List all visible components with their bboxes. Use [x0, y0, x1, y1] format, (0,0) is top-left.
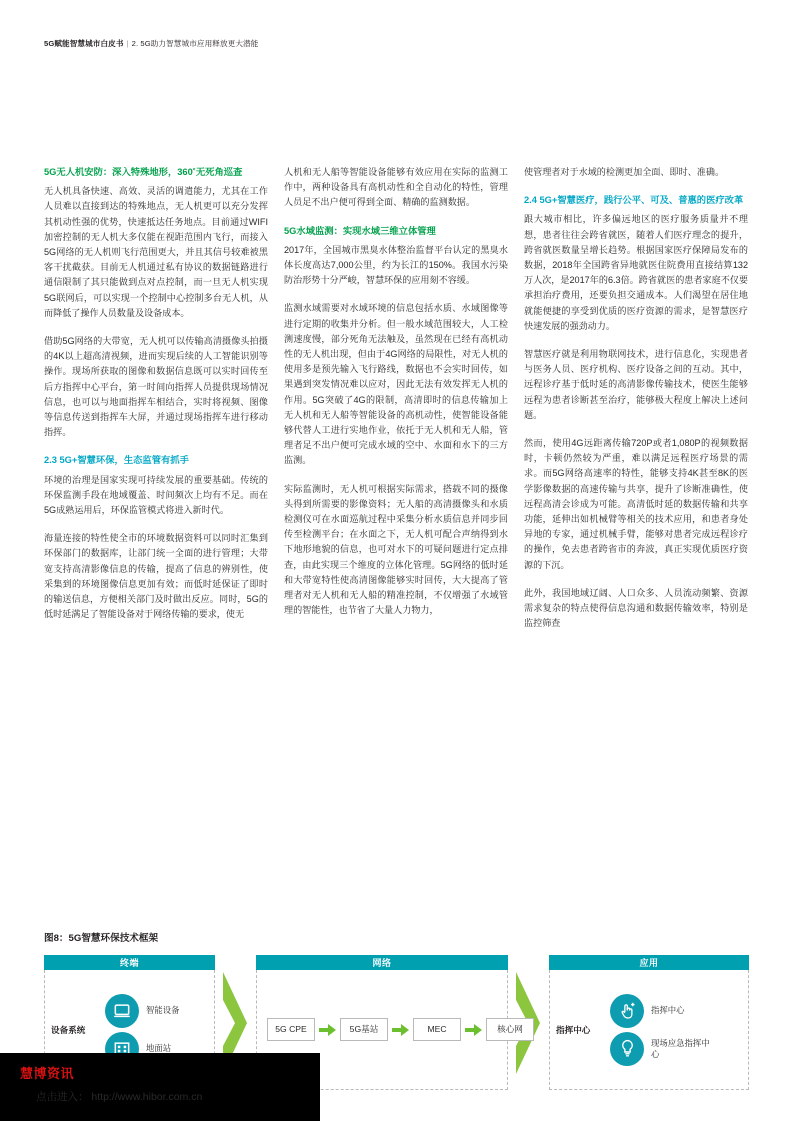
paragraph-c2-p3: 监测水域需要对水域环境的信息包括水质、水域图像等进行定期的收集并分析。但一般水域范围较大，人工检测速度慢，部分死角无法触及，虽然现在已经有高机动性的无人机出现，但由于4G网络的局限性，对无人机的使用多是预先输入飞行路线，数据也不会实时回传，如果遇到突发情况难以应对，因此无法有效发挥无人机的作用。5G突破了4G的限制，高清即时的信息传输加上无人机和无人船等智能设备的高机动性，使智能设备能够代替人工进行实地作业，依托于无人机和无人船，管理者足不出户便可完成水域的空中、水面和水下的三方监测。 — [284, 303, 508, 466]
figure-title: 图8：5G智慧环保技术框架 — [44, 933, 159, 944]
paragraph-c2-p4: 实际监测时，无人机可根据实际需求，搭载不同的摄像头得到所需要的影像资料；无人船的高清摄像头和水质检测仪可在水面巡航过程中采集分析水质信息并同步回传至检测平台；在水面之下，无人机可配合声纳得到水下地形地貌的信息，也可对水下的可疑问题进行定点排查，由此实现三个维度的立体化管理。5G网络的低时延和大带宽特性使高清图像能够实时回传，大大提高了管理者对无人机和无人船的精准控制，不仅增强了水域管理的智能性，也节省了大量人力物力， — [284, 483, 508, 616]
article-columns — [44, 165, 750, 895]
column-3 — [524, 165, 748, 895]
paragraph-c3-p3: 智慧医疗就是利用物联网技术，进行信息化，实现患者与医务人员、医疗机构、医疗设备之间的互动。其中，远程诊疗基于低时延的高清影像传输技术，使医生能够远程为患者诊断甚至治疗，能够极大程度上解决上述问题。 — [524, 349, 748, 420]
arrow-right-icon — [319, 1024, 336, 1036]
network-node: 核心网 — [486, 1018, 534, 1041]
terminal-item-label: 地面站 — [146, 1043, 172, 1053]
watermark-url[interactable]: 点击进入： http://www.hibor.com.cn — [36, 1091, 203, 1103]
terminal-side-label: 设备系统 — [51, 1024, 86, 1035]
laptop-icon — [105, 994, 139, 1028]
application-item-label: 指挥中心 — [651, 1005, 685, 1015]
paragraph-c1-p3: 环境的治理是国家实现可持续发展的重要基础。传统的环保监测手段在地域覆盖、时间频次上均有不足。而在5G成熟运用后，环保监管模式将进入新时代。 — [44, 474, 268, 516]
application-icon-list — [610, 989, 713, 1071]
heading-section-2-4: 2.4 5G+智慧医疗，践行公平、可及、普惠的医疗改革 — [524, 195, 744, 206]
paragraph-c2-p1: 人机和无人船等智能设备能够有效应用在实际的监测工作中，两种设备具有高机动性和全自动化的特性，管理人员足不出户便可得到全面、精确的监测数据。 — [284, 167, 508, 208]
column-2 — [284, 165, 508, 895]
paragraph-c1-p4: 海量连接的特性使全市的环境数据资料可以同时汇集到环保部门的数据库，让部门统一全面的进行管理；大带宽支持高清影像信息的传输，提高了信息的辨别性，使采集到的环境图像信息更加有效；而低时延保证了即时的输送信息，方便相关部门及时做出反应。同时，5G的低时延满足了智能设备对于网络传输的要求，使无 — [44, 533, 268, 620]
network-node: MEC — [413, 1018, 461, 1041]
network-chain — [257, 1018, 534, 1041]
paragraph-c3-p1: 使管理者对于水域的检测更加全面、即时、准确。 — [524, 167, 725, 177]
heading-drone-security: 5G无人机安防：深入特殊地形，360˚无死角巡查 — [44, 167, 243, 177]
heading-water-monitoring: 5G水域监测：实现水域三维立体管理 — [284, 225, 436, 236]
list-item — [610, 994, 713, 1028]
header-doc-title: 5G赋能智慧城市白皮书 — [44, 39, 124, 48]
panel-bar-application: 应用 — [549, 955, 749, 970]
paragraph-c1-p1: 无人机具备快速、高效、灵活的调遣能力，尤其在工作人员难以直接到达的特殊地点，无人机更可以充分发挥其机动性强的优势，快速抵达任务地点。目前通过WIFI加密控制的无人机大多仅能在视距范围内飞行，而接入5G网络的无人机则飞行范围更大，并且其信号较难被黑客干扰截获。目前无人机通过私有协议的数据链路进行通信限制了其只能做到点对点控制，而一旦无人机实现5G联网后，可以实现一个控制中心控制多台无人机，从而降低了操作人员数量及设备成本。 — [44, 186, 268, 318]
panel-bar-terminal: 终端 — [44, 955, 215, 970]
terminal-item-label: 智能设备 — [146, 1005, 180, 1015]
running-header — [44, 38, 258, 49]
diagram-panel-application — [549, 955, 749, 1090]
paragraph-c3-p4: 然而，使用4G远距离传输720P或者1,080P的视频数据时，卡顿仍然较为严重，难以满足远程医疗场景的需求。而5G网络高速率的特性，能够支持4K甚至8K的医学影像数据的高速传输与共享，提升了诊断准确性，使远程高清会诊成为可能。高清低时延的数据传输和共享功能，延伸出如机械臂等相关的技术应用，和患者身处异地的专家，通过机械手臂，能够对患者完成远程诊疗的操作，免去患者跨省市的奔波，真正实现优质医疗资源的下沉。 — [524, 438, 748, 570]
paragraph-c2-p2: 2017年，全国城市黑臭水体整治监督平台认定的黑臭水体长度高达7,000公里，约为长江的150%。我国水污染防治形势十分严峻，智慧环保的应用刻不容缓。 — [284, 244, 508, 286]
application-item-label: 现场应急指挥中心 — [651, 1037, 710, 1059]
header-separator: | — [126, 39, 129, 48]
header-section: 2. 5G助力智慧城市应用释放更大潜能 — [131, 39, 259, 48]
hand-control-icon — [610, 994, 644, 1028]
paragraph-c3-p5: 此外，我国地域辽阔、人口众多、人员流动频繁、资源需求复杂的特点使得信息沟通和数据传输效率，特别是监控筛查 — [524, 587, 748, 629]
arrow-right-icon — [392, 1024, 409, 1036]
application-side-label: 指挥中心 — [556, 1024, 591, 1035]
panel-body-application — [549, 970, 749, 1090]
network-node: 5G CPE — [267, 1018, 315, 1041]
paragraph-c3-p2: 跟大城市相比，许多偏远地区的医疗服务质量并不理想，患者往往会跨省就医，随着人们医疗理念的提升，跨省就医数量呈增长趋势。根据国家医疗保障局发布的数据，2018年全国跨省异地就医住院费用直接结算132万人次，是2017年的6.3倍。跨省就医的患者家庭不仅要承担治疗费用，还要负担交通成本。人们渴望在居住地就能便捷的享受到优质的医疗资源的需求，是智慧医疗快速发展的强劲动力。 — [524, 214, 748, 331]
network-node: 5G基站 — [340, 1018, 388, 1041]
watermark-overlay — [0, 1053, 320, 1121]
watermark-logo: 慧博资讯 — [20, 1066, 75, 1081]
column-1 — [44, 165, 268, 895]
list-item — [610, 1032, 713, 1066]
list-item — [105, 994, 208, 1028]
heading-section-2-3: 2.3 5G+智慧环保，生态监管有抓手 — [44, 455, 189, 466]
arrow-right-icon — [465, 1024, 482, 1036]
panel-bar-network: 网络 — [256, 955, 508, 970]
bulb-icon — [610, 1032, 644, 1066]
paragraph-c1-p2: 借助5G网络的大带宽，无人机可以传输高清摄像头拍摄的4K以上超高清视频，进而实现后续的人工智能识别等操作。现场所获取的图像和数据信息既可以实时回传至后方指挥中心平台，第一时间向指挥人员提供现场情况信息，也可以与地面指挥车相结合，实时将视频、图像等信息传送到指挥车大屏，并通过现场指挥车进行移动指挥。 — [44, 336, 268, 438]
